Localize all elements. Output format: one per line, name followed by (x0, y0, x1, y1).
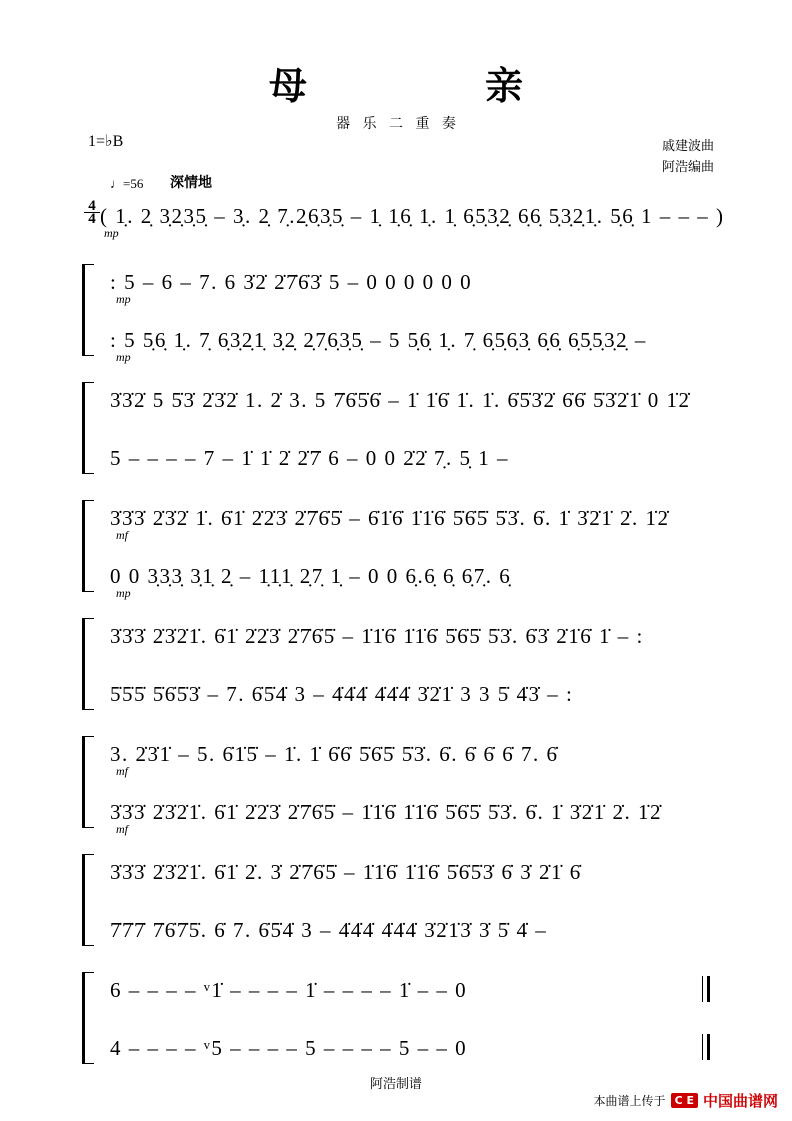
staff-row (82, 734, 710, 786)
staff-row (82, 910, 710, 962)
final-barline (702, 976, 710, 1002)
system-1 (82, 196, 725, 248)
site-logo-icon: C E (671, 1093, 698, 1108)
staff-row (82, 852, 710, 904)
staff-row (82, 556, 710, 608)
note-sequence: 7̇7̇7̇ 7̇6̇7̇5̇. 6̇ 7. 6̇5̇4̇ 3 – 4̇4̇4̇ 4̇4̇4̇ 3̇2̇1̇3̇ 3̇ 5̇ 4̇ – (110, 918, 548, 942)
system-8 (82, 970, 710, 1080)
staff-row (82, 262, 710, 314)
staff-row (82, 498, 710, 550)
tempo-marking: ♩=56 (110, 176, 144, 191)
composer-credits (662, 136, 714, 178)
final-barline (702, 1034, 710, 1060)
system-6 (82, 734, 710, 844)
note-sequence: 0 0 3̣3̣3̣ 3̣1̣ 2̣ – 1̣1̣1̣ 2̣7̣ 1̣ – 0 0 6̣.6̣ 6̣ 6̣7̣. 6̣ (110, 564, 512, 588)
system-2 (82, 262, 710, 372)
time-signature-top: 4 (88, 198, 96, 214)
site-name[interactable]: 中国曲谱网 (702, 1092, 778, 1110)
staff-row (82, 674, 710, 726)
system-7 (82, 852, 710, 962)
time-signature (84, 200, 100, 225)
staff-row (82, 792, 710, 844)
system-4 (82, 498, 710, 608)
dynamic-marking: mf (116, 822, 128, 836)
dynamic-marking: mp (116, 586, 131, 600)
system-3 (82, 380, 710, 490)
dynamic-marking: mp (104, 226, 119, 240)
time-signature-bottom: 4 (84, 212, 100, 225)
note-sequence: 5 – – – – 7 – 1̇ 1̇ 2̇ 2̇7̇ 6 – 0 0 2̇2̇ 7̣. 5̣ 1 – (110, 446, 509, 470)
engraver-credit: 阿浩制谱 (369, 1077, 422, 1092)
subtitle: 器 乐 二 重 奏 (336, 116, 460, 132)
key-signature-text: 1=♭B (88, 133, 124, 150)
composer-line-2: 阿浩编曲 (661, 160, 714, 175)
expression-marking: 深情地 (170, 175, 212, 191)
note-sequence: 5̇5̇5̇ 5̇6̇5̇3̇ – 7. 6̇5̇4̇ 3 – 4̇4̇4̇ 4̇4̇4̇ 3̇2̇1̇ 3 3 5̇ 4̇3̇ – : (110, 682, 574, 706)
note-sequence: 4 – – – – ᵛ5 – – – – 5 – – – – 5 – – 0 (110, 1036, 468, 1060)
dynamic-marking: mf (116, 764, 128, 778)
staff-row (82, 320, 710, 372)
note-sequence: 3̇3̇3̇ 2̇3̇2̇ 1̇. 6̇1̇ 2̇2̇3̇ 2̇7̇6̇5̇ – 6̇1̇6̇ 1̇1̇6̇ 5̇6̇5̇ 5̇3̇. 6̇. 1̇ 3̇2̇1̇ 2̇. 1̇2̇ (110, 506, 670, 530)
staff-row (82, 196, 725, 248)
note-sequence: 6 – – – – ᵛ1̇ – – – – 1̇ – – – – 1̇ – – 0 (110, 978, 468, 1002)
dynamic-marking: mp (116, 292, 131, 306)
note-sequence: 3̇3̇3̇ 2̇3̇2̇1̇. 6̇1̇ 2̇. 3̇ 2̇7̇6̇5̇ – 1̇1̇6̇ 1̇1̇6̇ 5̇6̇5̇3̇ 6̇ 3̇ 2̇1̇ 6̇ (110, 860, 582, 884)
note-sequence: 3̇3̇3̇ 2̇3̇2̇1̇. 6̇1̇ 2̇2̇3̇ 2̇7̇6̇5̇ – 1̇1̇6̇ 1̇1̇6̇ 5̇6̇5̇ 5̇3̇. 6̇3̇ 2̇1̇6̇ 1̇ – : (110, 624, 644, 648)
key-signature (88, 131, 123, 151)
footer-text: 本曲谱上传于 (593, 1094, 666, 1108)
staff-row (82, 380, 710, 432)
note-sequence: 3. 2̇3̇1̇ – 5. 6̇1̇5̇ – 1̇. 1̇ 6̇6̇ 5̇6̇5̇ 5̇3̇. 6̇. 6̇ 6̇ 6̇ 7. 6̇ (110, 742, 559, 766)
staff-row (82, 970, 710, 1022)
staff-row (82, 616, 710, 668)
note-sequence: 3̇3̇2̇ 5 5̇3̇ 2̇3̇2̇ 1. 2̇ 3. 5 7̇6̇5̇6̇ – 1̇ 1̇6̇ 1̇. 1̇. 6̇5̇3̇2̇ 6̇6̇ 5̇3̇2̇1̇ 0 1̇2̇ (110, 388, 691, 412)
dynamic-marking: mp (116, 350, 131, 364)
note-sequence: : 5 – 6 – 7. 6 3̇2̇ 2̇7̇6̇3̇ 5 – 0 0 0 0 0 0 (110, 270, 473, 294)
note-sequence: ( 1̣. 2̣ 3̣2̣3̣5̣ – 3̣. 2̣ 7̣.2̣6̣3̣5̣ – 1̣ 1̣6̣ 1̣. 1̣ 6̣5̣3̣2̣ 6̣6̣ 5̣3̣2̣1̣. 5̣6̣ 1 – – – ) (100, 204, 725, 228)
page-title: 母 亲 (268, 64, 557, 108)
note-sequence: : 5 5̣6̣ 1̣. 7̣ 6̣3̣2̣1̣ 3̣2̣ 2̣7̣6̣3̣5̣ – 5 5̣6̣ 1̣. 7̣ 6̣5̣6̣3̣ 6̣6̣ 6̣5̣5̣3̣2̣ – (110, 328, 647, 352)
system-5 (82, 616, 710, 726)
composer-line-1: 戚建波曲 (661, 139, 714, 154)
dynamic-marking: mf (116, 528, 128, 542)
note-sequence: 3̇3̇3̇ 2̇3̇2̇1̇. 6̇1̇ 2̇2̇3̇ 2̇7̇6̇5̇ – 1̇1̇6̇ 1̇1̇6̇ 5̇6̇5̇ 5̇3̇. 6̇. 1̇ 3̇2̇1̇ 2̇. 1̇2̇ (110, 800, 662, 824)
footer-watermark (594, 1090, 778, 1111)
staff-row (82, 438, 710, 490)
